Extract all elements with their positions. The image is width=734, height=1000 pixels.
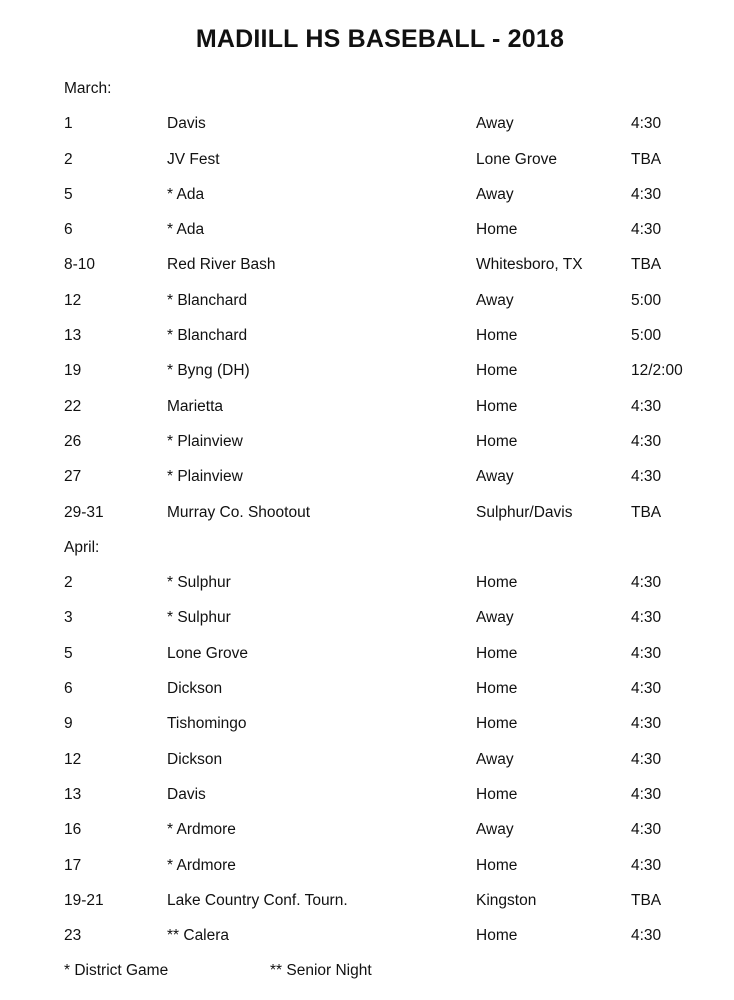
game-date: 19 [64,362,82,380]
game-opponent: ** Calera [167,927,230,945]
schedule-row [64,283,724,318]
game-time: TBA [631,503,662,521]
game-opponent: JV Fest [167,150,220,168]
game-location: Away [476,750,514,768]
game-date: 2 [64,150,73,168]
game-location: Home [476,432,518,450]
schedule-row [64,742,724,777]
game-opponent: * Sulphur [167,609,231,627]
game-location: Whitesboro, TX [476,256,583,274]
game-location: Home [476,856,518,874]
game-opponent: Davis [167,785,206,803]
game-date: 16 [64,821,82,839]
month-heading: March: [64,80,112,97]
game-location: Kingston [476,891,537,909]
schedule-row [64,848,724,883]
schedule-row [64,142,724,177]
game-time: 4:30 [631,609,662,627]
game-opponent: * Plainview [167,468,243,486]
game-location: Home [476,221,518,239]
schedule-row [64,777,724,812]
game-date: 29-31 [64,503,104,521]
game-date: 6 [64,221,73,239]
game-date: 12 [64,291,82,309]
schedule-row [64,565,724,600]
game-location: Home [476,327,518,345]
game-date: 1 [64,115,73,133]
game-date: 19-21 [64,891,104,909]
schedule-row [64,883,724,918]
game-opponent: Dickson [167,680,223,698]
game-date: 17 [64,856,82,874]
game-opponent: Lake Country Conf. Tourn. [167,891,348,909]
schedule-row [64,389,724,424]
game-date: 23 [64,927,82,945]
game-opponent: Dickson [167,750,223,768]
game-date: 5 [64,185,73,203]
game-location: Home [476,680,518,698]
game-date: 27 [64,468,82,486]
game-time: 4:30 [631,185,662,203]
game-location: Home [476,785,518,803]
schedule-row [64,706,724,741]
game-time: 4:30 [631,115,662,133]
game-opponent: * Ada [167,185,205,203]
game-location: Away [476,821,514,839]
game-date: 13 [64,785,82,803]
game-location: Home [476,397,518,415]
game-date: 22 [64,397,82,415]
game-location: Away [476,291,514,309]
schedule-row [64,671,724,706]
game-time: TBA [631,256,662,274]
game-date: 8-10 [64,256,96,274]
game-date: 12 [64,750,82,768]
game-time: 4:30 [631,856,662,874]
game-opponent: Marietta [167,397,223,415]
game-location: Home [476,644,518,662]
legend-district-game: * District Game [64,962,169,980]
schedule-row [64,318,724,353]
game-opponent: Red River Bash [167,256,276,274]
game-location: Home [476,362,518,380]
schedule-row [64,636,724,671]
game-location: Home [476,574,518,592]
game-opponent: * Ada [167,221,205,239]
game-opponent: Lone Grove [167,644,248,662]
schedule-row [64,600,724,635]
game-opponent: * Plainview [167,432,243,450]
game-location: Home [476,715,518,733]
game-time: 4:30 [631,680,662,698]
game-time: 12/2:00 [631,362,683,380]
game-time: 4:30 [631,785,662,803]
game-location: Lone Grove [476,150,557,168]
game-time: 4:30 [631,397,662,415]
game-time: TBA [631,891,662,909]
schedule-row [64,459,724,494]
schedule-row [64,177,724,212]
game-opponent: * Byng (DH) [167,362,250,380]
game-opponent: * Sulphur [167,574,231,592]
game-opponent: Tishomingo [167,715,247,733]
schedule-row [64,424,724,459]
game-location: Away [476,185,514,203]
legend-senior-night: ** Senior Night [270,962,372,980]
game-date: 6 [64,680,73,698]
game-opponent: * Ardmore [167,821,236,839]
game-location: Away [476,115,514,133]
schedule-row [64,247,724,282]
game-location: Away [476,609,514,627]
game-time: 4:30 [631,221,662,239]
game-opponent: * Blanchard [167,327,248,345]
game-opponent: * Ardmore [167,856,236,874]
game-date: 5 [64,644,73,662]
page-title: MADIILL HS BASEBALL - 2018 [195,25,565,53]
game-opponent: * Blanchard [167,291,248,309]
game-location: Home [476,927,518,945]
game-date: 26 [64,432,82,450]
schedule [64,71,724,989]
schedule-row [64,353,724,388]
schedule-row [64,495,724,530]
game-location: Away [476,468,514,486]
game-time: 4:30 [631,750,662,768]
schedule-row [64,918,724,953]
schedule-row [64,106,724,141]
game-time: 4:30 [631,574,662,592]
game-time: 4:30 [631,468,662,486]
schedule-row [64,812,724,847]
game-time: 4:30 [631,715,662,733]
game-date: 13 [64,327,82,345]
game-time: TBA [631,150,662,168]
game-time: 4:30 [631,821,662,839]
game-date: 9 [64,715,73,733]
game-date: 3 [64,609,73,627]
game-location: Sulphur/Davis [476,503,573,521]
game-time: 4:30 [631,927,662,945]
game-opponent: Davis [167,115,206,133]
game-time: 4:30 [631,432,662,450]
month-heading: April: [64,538,100,556]
game-time: 4:30 [631,644,662,662]
schedule-row [64,212,724,247]
game-date: 2 [64,574,73,592]
game-opponent: Murray Co. Shootout [167,503,311,521]
game-time: 5:00 [631,327,662,345]
legend [64,953,724,988]
game-time: 5:00 [631,291,662,309]
